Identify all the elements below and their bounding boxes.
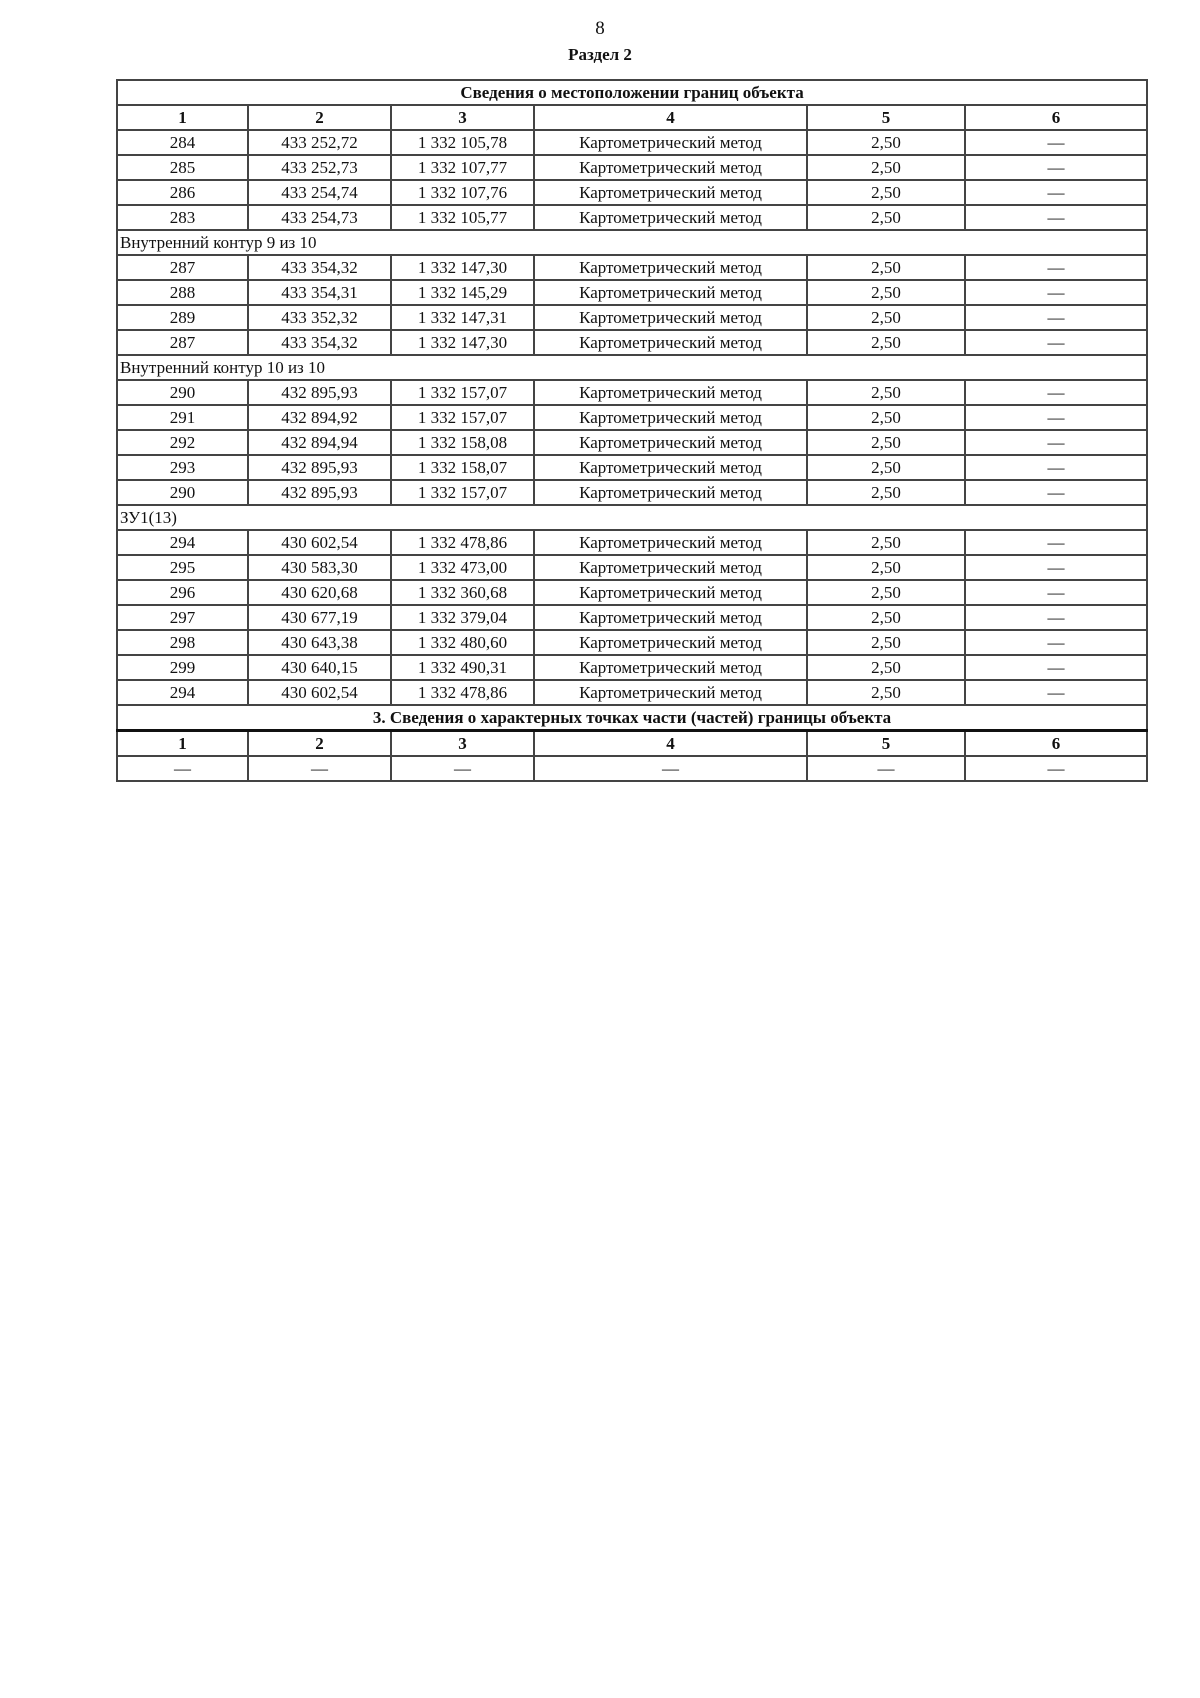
table-cell: 433 254,73 [248,205,391,230]
table-cell: 2,50 [807,280,965,305]
table-cell: — [965,530,1147,555]
table-row [117,180,1147,205]
table-cell: — [534,756,807,781]
contour-label: ЗУ1(13) [117,505,1147,530]
table-cell: 2,50 [807,455,965,480]
table-cell: 433 354,32 [248,255,391,280]
table-cell: 1 332 107,76 [391,180,534,205]
table-cell: 2,50 [807,405,965,430]
table-cell: 430 620,68 [248,580,391,605]
table-cell: Картометрический метод [534,380,807,405]
table-cell: 1 332 157,07 [391,480,534,505]
table-row [117,430,1147,455]
table-row [117,280,1147,305]
table-row [117,155,1147,180]
table-cell: — [965,680,1147,705]
table-cell: 295 [117,555,248,580]
table-cell: — [965,480,1147,505]
table-cell: 1 332 107,77 [391,155,534,180]
column-number: 1 [117,731,248,757]
column-number: 6 [965,731,1147,757]
section-title: Раздел 2 [568,45,632,64]
table-cell: 291 [117,405,248,430]
table-row [117,555,1147,580]
table-cell: 2,50 [807,380,965,405]
table-cell: Картометрический метод [534,130,807,155]
table-cell: — [965,180,1147,205]
page-number: 8 [595,18,605,39]
table-cell: Картометрический метод [534,480,807,505]
table-cell: 2,50 [807,630,965,655]
table-cell: 288 [117,280,248,305]
table-cell: — [965,580,1147,605]
table-cell: 287 [117,255,248,280]
table-cell: Картометрический метод [534,530,807,555]
table-row [117,130,1147,155]
column-number: 5 [807,731,965,757]
table-cell: — [117,756,248,781]
table-cell: 430 583,30 [248,555,391,580]
table-row [117,655,1147,680]
table-cell: 1 332 147,31 [391,305,534,330]
table-cell: — [965,756,1147,781]
table-cell: 2,50 [807,605,965,630]
table-cell: — [965,455,1147,480]
table-row [117,305,1147,330]
column-number: 4 [534,105,807,130]
column-number: 3 [391,731,534,757]
table-cell: 430 602,54 [248,680,391,705]
table-cell: 2,50 [807,530,965,555]
table-cell: 1 332 490,31 [391,655,534,680]
table-cell: Картометрический метод [534,680,807,705]
table-cell: 285 [117,155,248,180]
contour-label: Внутренний контур 9 из 10 [117,230,1147,255]
table-cell: 2,50 [807,430,965,455]
table-row [117,630,1147,655]
table-cell: Картометрический метод [534,305,807,330]
table-cell: 2,50 [807,330,965,355]
parts-column-number-row [117,731,1147,757]
table-cell: Картометрический метод [534,455,807,480]
table-cell: 1 332 379,04 [391,605,534,630]
table-cell: Картометрический метод [534,580,807,605]
table-cell: Картометрический метод [534,605,807,630]
table-cell: 1 332 105,77 [391,205,534,230]
table-cell: — [965,155,1147,180]
contour-label: Внутренний контур 10 из 10 [117,355,1147,380]
table-cell: 430 602,54 [248,530,391,555]
table-cell: 289 [117,305,248,330]
table-cell: — [965,305,1147,330]
table-cell: 432 894,94 [248,430,391,455]
table-cell: 283 [117,205,248,230]
table-cell: 2,50 [807,205,965,230]
parts-table-row [117,756,1147,781]
table-cell: — [965,605,1147,630]
table-row [117,580,1147,605]
table-cell: 433 352,32 [248,305,391,330]
table-cell: 1 332 145,29 [391,280,534,305]
table-row [117,455,1147,480]
table-cell: 432 894,92 [248,405,391,430]
table-cell: 2,50 [807,180,965,205]
table-cell: 433 252,73 [248,155,391,180]
table-cell: 433 252,72 [248,130,391,155]
table-cell: 1 332 157,07 [391,405,534,430]
column-number: 4 [534,731,807,757]
table-title-row [117,80,1147,105]
table-cell: 292 [117,430,248,455]
table-cell: 290 [117,380,248,405]
table-cell: 432 895,93 [248,455,391,480]
table-cell: Картометрический метод [534,330,807,355]
table-row [117,405,1147,430]
table-cell: 296 [117,580,248,605]
table-cell: 1 332 478,86 [391,530,534,555]
table-title: Сведения о местоположении границ объекта [117,80,1147,105]
column-number: 2 [248,731,391,757]
table-cell: — [965,405,1147,430]
table-cell: Картометрический метод [534,430,807,455]
table-cell: Картометрический метод [534,405,807,430]
column-number: 5 [807,105,965,130]
table-cell: 2,50 [807,480,965,505]
table-cell: 2,50 [807,655,965,680]
column-number: 6 [965,105,1147,130]
table-cell: Картометрический метод [534,255,807,280]
table-cell: 1 332 360,68 [391,580,534,605]
table-cell: 2,50 [807,255,965,280]
table-cell: 2,50 [807,305,965,330]
parts-title-row [117,705,1147,731]
table-cell: — [965,130,1147,155]
table-cell: 297 [117,605,248,630]
table-cell: 1 332 478,86 [391,680,534,705]
table-cell: 430 643,38 [248,630,391,655]
table-row [117,255,1147,280]
table-cell: Картометрический метод [534,555,807,580]
table-cell: — [965,255,1147,280]
table-cell: 293 [117,455,248,480]
table-cell: 2,50 [807,555,965,580]
table-cell: 287 [117,330,248,355]
table-cell: — [965,430,1147,455]
table-cell: — [965,630,1147,655]
table-cell: 298 [117,630,248,655]
table-cell: 430 677,19 [248,605,391,630]
boundary-table [116,79,1148,782]
table-cell: — [965,280,1147,305]
table-cell: 284 [117,130,248,155]
table-cell: 2,50 [807,680,965,705]
table-cell: — [965,655,1147,680]
table-cell: 1 332 105,78 [391,130,534,155]
table-cell: — [807,756,965,781]
column-number-row [117,105,1147,130]
table-cell: 1 332 158,07 [391,455,534,480]
table-row [117,330,1147,355]
table-cell: — [965,205,1147,230]
table-cell: 1 332 473,00 [391,555,534,580]
contour-label-row [117,355,1147,380]
table-row [117,205,1147,230]
table-row [117,530,1147,555]
table-cell: 299 [117,655,248,680]
table-cell: 432 895,93 [248,480,391,505]
table-cell: — [965,555,1147,580]
table-cell: 2,50 [807,580,965,605]
table-cell: Картометрический метод [534,155,807,180]
table-cell: 1 332 480,60 [391,630,534,655]
parts-table-title: 3. Сведения о характерных точках части (частей) границы объекта [117,705,1147,731]
table-cell: Картометрический метод [534,205,807,230]
table-row [117,605,1147,630]
table-cell: — [248,756,391,781]
table-cell: — [391,756,534,781]
table-row [117,380,1147,405]
table-cell: — [965,380,1147,405]
table-cell: Картометрический метод [534,630,807,655]
table-cell: 1 332 157,07 [391,380,534,405]
column-number: 3 [391,105,534,130]
table-cell: 2,50 [807,155,965,180]
column-number: 2 [248,105,391,130]
contour-label-row [117,230,1147,255]
table-cell: 1 332 158,08 [391,430,534,455]
table-row [117,680,1147,705]
table-cell: Картометрический метод [534,655,807,680]
table-cell: 294 [117,680,248,705]
table-cell: 433 254,74 [248,180,391,205]
table-cell: 1 332 147,30 [391,255,534,280]
table-cell: 433 354,31 [248,280,391,305]
table-cell: 2,50 [807,130,965,155]
table-cell: 433 354,32 [248,330,391,355]
table-row [117,480,1147,505]
table-cell: 430 640,15 [248,655,391,680]
table-cell: 286 [117,180,248,205]
boundary-table-body [117,80,1147,781]
table-cell: — [965,330,1147,355]
table-cell: 290 [117,480,248,505]
table-cell: Картометрический метод [534,180,807,205]
table-cell: Картометрический метод [534,280,807,305]
table-cell: 432 895,93 [248,380,391,405]
contour-label-row [117,505,1147,530]
column-number: 1 [117,105,248,130]
table-cell: 1 332 147,30 [391,330,534,355]
table-cell: 294 [117,530,248,555]
